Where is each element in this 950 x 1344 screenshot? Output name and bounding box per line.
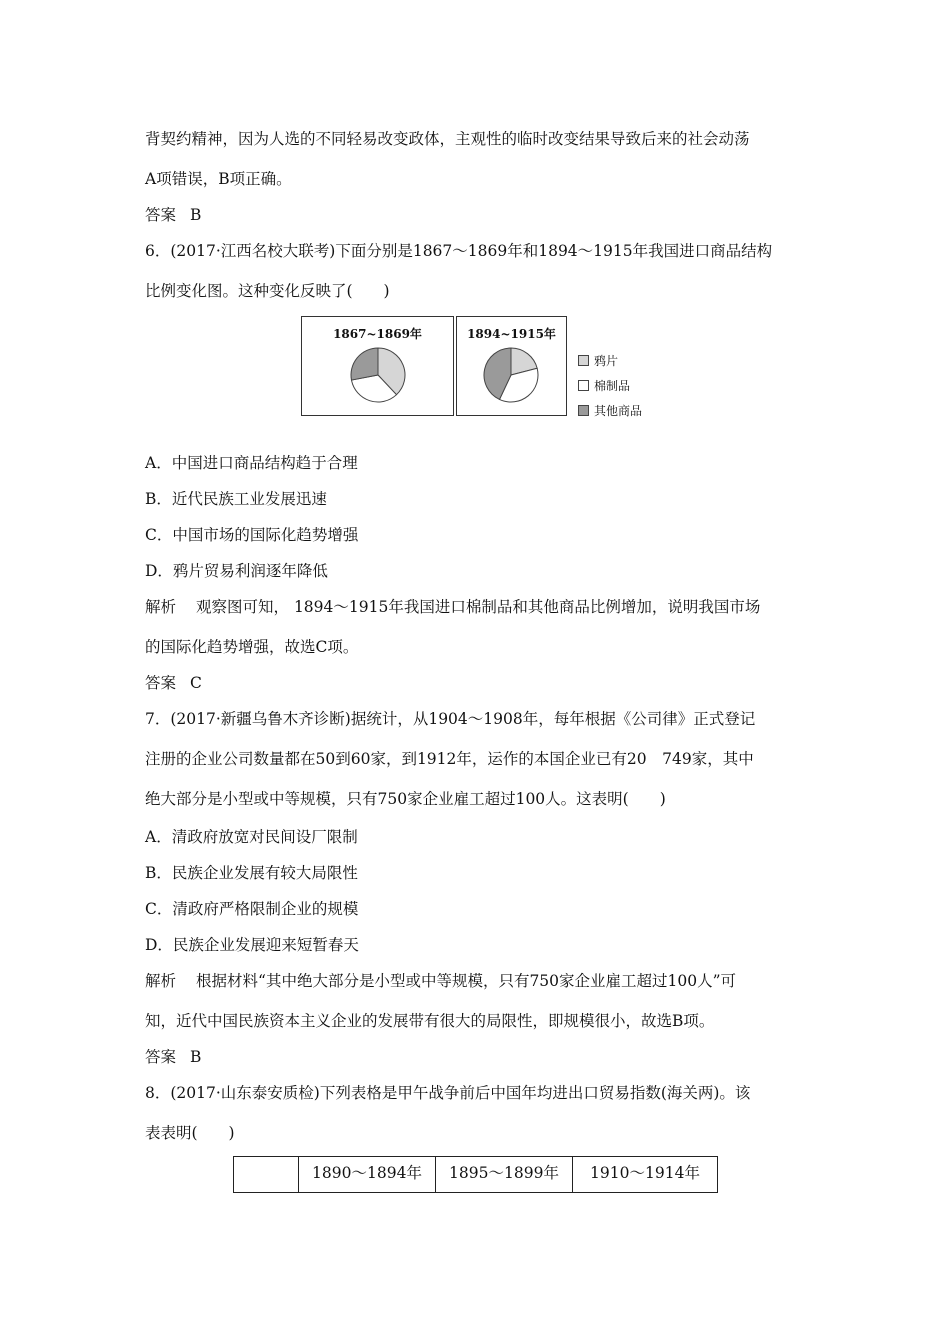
q8-line-2: 表表明( ) bbox=[145, 1124, 235, 1142]
table-header-cell: 1895～1899年 bbox=[436, 1157, 573, 1193]
legend-item-cotton bbox=[578, 373, 642, 398]
pie-chart-1867 bbox=[301, 316, 454, 416]
q7-explanation-2: 知，近代中国民族资本主义企业的发展带有很大的局限性，即规模很小，故选B项。 bbox=[145, 1012, 715, 1030]
explanation-text: 根据材料“其中绝大部分是小型或中等规模，只有750家企业雇工超过100人”可 bbox=[196, 972, 737, 990]
slice-other bbox=[351, 348, 378, 380]
q6-explanation-1 bbox=[145, 596, 815, 618]
explanation-label: 解析 bbox=[145, 972, 177, 990]
q6-option-c: C．中国市场的国际化趋势增强 bbox=[145, 526, 359, 544]
pie-title-1894: 1894~1915年 bbox=[467, 327, 556, 341]
answer-label: 答案 bbox=[145, 1048, 177, 1066]
q7-explanation-1 bbox=[145, 970, 815, 992]
pie-chart-1894 bbox=[456, 316, 567, 416]
q6-line-2: 比例变化图。这种变化反映了( ) bbox=[145, 282, 390, 300]
legend-swatch-opium bbox=[578, 355, 589, 366]
pie-title-1867: 1867~1869年 bbox=[333, 327, 422, 341]
q6-option-d: D．鸦片贸易利润逐年降低 bbox=[145, 562, 328, 580]
table-header-cell: 1890～1894年 bbox=[299, 1157, 436, 1193]
answer-value: B bbox=[190, 1048, 202, 1066]
q6-option-a: A．中国进口商品结构趋于合理 bbox=[145, 454, 358, 472]
q7-option-a: A．清政府放宽对民间设厂限制 bbox=[145, 828, 358, 846]
legend-item-other bbox=[578, 398, 642, 423]
q8-line-1: 8．(2017·山东泰安质检)下列表格是甲午战争前后中国年均进出口贸易指数(海关两)。该 bbox=[145, 1084, 751, 1102]
answer-5 bbox=[145, 204, 815, 226]
table-header-row bbox=[234, 1157, 718, 1193]
q6-line-1: 6．(2017·江西名校大联考)下面分别是1867～1869年和1894～1915年我国进口商品结构 bbox=[145, 242, 773, 260]
answer-value: C bbox=[190, 674, 202, 692]
q7-line-3: 绝大部分是小型或中等规模，只有750家企业雇工超过100人。这表明( ) bbox=[145, 790, 666, 808]
legend-label-cotton: 棉制品 bbox=[594, 379, 631, 393]
q6-explanation-2: 的国际化趋势增强，故选C项。 bbox=[145, 638, 359, 656]
explanation-text: 观察图可知， 1894～1915年我国进口棉制品和其他商品比例增加，说明我国市场 bbox=[196, 598, 761, 616]
pie-svg-1867 bbox=[302, 317, 452, 415]
legend-item-opium bbox=[578, 348, 642, 373]
table-header-cell bbox=[234, 1157, 299, 1193]
answer-label: 答案 bbox=[145, 674, 177, 692]
legend-swatch-cotton bbox=[578, 380, 589, 391]
q7-line-1: 7．(2017·新疆乌鲁木齐诊断)据统计，从1904～1908年，每年根据《公司律》正式登记 bbox=[145, 710, 756, 728]
trade-index-table bbox=[233, 1156, 718, 1193]
q6-option-b: B．近代民族工业发展迅速 bbox=[145, 490, 327, 508]
q7-option-c: C．清政府严格限制企业的规模 bbox=[145, 900, 359, 918]
pie-svg-1894 bbox=[457, 317, 565, 415]
table-header-cell: 1910～1914年 bbox=[573, 1157, 718, 1193]
answer-value: B bbox=[190, 206, 202, 224]
answer-6 bbox=[145, 672, 815, 694]
line-1: 背契约精神，因为人选的不同轻易改变政体，主观性的临时改变结果导致后来的社会动荡 bbox=[145, 130, 750, 148]
line-2: A项错误，B项正确。 bbox=[145, 170, 292, 188]
pie-legend bbox=[578, 348, 642, 423]
answer-label: 答案 bbox=[145, 206, 177, 224]
legend-swatch-other bbox=[578, 405, 589, 416]
legend-label-opium: 鸦片 bbox=[594, 354, 619, 368]
q7-line-2: 注册的企业公司数量都在50到60家，到1912年，运作的本国企业已有20 749家，其中 bbox=[145, 750, 754, 768]
answer-7 bbox=[145, 1046, 815, 1068]
q7-option-b: B．民族企业发展有较大局限性 bbox=[145, 864, 358, 882]
explanation-label: 解析 bbox=[145, 598, 177, 616]
legend-label-other: 其他商品 bbox=[594, 404, 643, 418]
q7-option-d: D．民族企业发展迎来短暂春天 bbox=[145, 936, 359, 954]
